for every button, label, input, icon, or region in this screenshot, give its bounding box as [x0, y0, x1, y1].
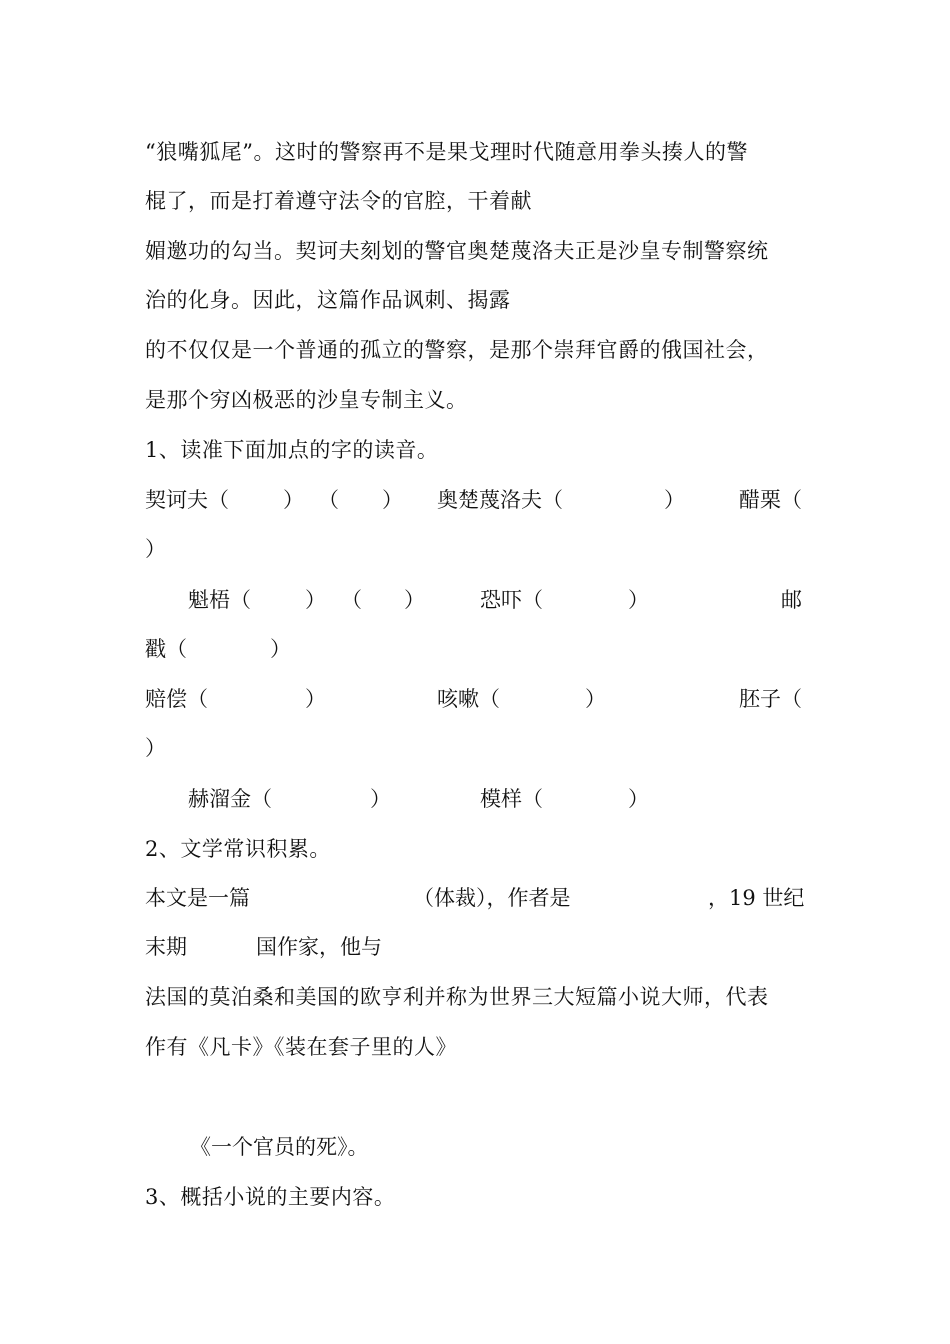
q1-item-kesou-close: ）	[585, 687, 606, 711]
q2-line1-part1: 本文是一篇	[145, 886, 250, 910]
q1-item-chekhov-2-close: ）	[382, 488, 403, 512]
q2-line3: 法国的莫泊桑和美国的欧亨利并称为世界三大短篇小说大师，代表	[145, 985, 769, 1009]
q1-item-muyang: 模样（	[480, 787, 543, 811]
q2-line2-part2: 国作家，他与	[256, 935, 382, 959]
q2-line1-part3: ，19 世纪	[708, 886, 805, 910]
q1-item-peichang: 赔偿（	[145, 687, 208, 711]
paragraph-line-4: 治的化身。因此，这篇作品讽刺、揭露	[145, 288, 511, 312]
q2-line4: 作有《凡卡》《装在套子里的人》	[145, 1035, 457, 1059]
q3-heading: 3、概括小说的主要内容。	[145, 1185, 396, 1209]
q1-item-peizi-close: ）	[145, 736, 166, 760]
q1-item-helujin: 赫溜金（	[188, 787, 272, 811]
q1-item-gooseberry: 醋栗（	[739, 488, 802, 512]
q2-line1-part2: （体裁），作者是	[413, 886, 571, 910]
q2-line5: 《一个官员的死》。	[190, 1135, 369, 1159]
q1-item-chekhov-close: ）	[283, 488, 304, 512]
q1-item-ochumelov-close: ）	[664, 488, 685, 512]
q1-item-chekhov: 契诃夫（	[145, 488, 229, 512]
paragraph-line-6: 是那个穷凶极恶的沙皇专制主义。	[145, 388, 468, 412]
q1-item-gooseberry-close: ）	[145, 537, 166, 561]
q1-item-peizi: 胚子（	[739, 687, 802, 711]
paragraph-line-5: 的不仅仅是一个普通的孤立的警察，是那个崇拜官爵的俄国社会，	[145, 338, 769, 362]
q1-item-youchuo-part1: 邮	[781, 588, 802, 612]
q1-item-chekhov-2-open: （	[318, 488, 339, 512]
q1-item-kesou: 咳嗽（	[437, 687, 500, 711]
q2-heading: 2、文学常识积累。	[145, 837, 331, 861]
paragraph-line-3: 媚邀功的勾当。契诃夫刻划的警官奥楚蔑洛夫正是沙皇专制警察统	[145, 239, 769, 263]
q1-heading: 1、读准下面加点的字的读音。	[145, 438, 439, 462]
q1-item-kuiwu-2-close: ）	[404, 588, 425, 612]
q2-line2-part1: 末期	[145, 935, 187, 959]
q1-item-kuiwu: 魁梧（	[188, 588, 251, 612]
q1-item-ochumelov: 奥楚蔑洛夫（	[437, 488, 563, 512]
q1-item-muyang-close: ）	[628, 787, 649, 811]
q1-item-kuiwu-close: ）	[305, 588, 326, 612]
q1-item-peichang-close: ）	[305, 687, 326, 711]
paragraph-line-1: “狼嘴狐尾”。这时的警察再不是果戈理时代随意用拳头揍人的警	[145, 140, 748, 164]
q1-item-konghe: 恐吓（	[480, 588, 543, 612]
paragraph-line-2: 棍了，而是打着遵守法令的官腔，干着献	[145, 189, 532, 213]
q1-item-youchuo-part2: 戳（	[145, 637, 187, 661]
q1-item-youchuo-close: ）	[270, 637, 291, 661]
q1-item-konghe-close: ）	[628, 588, 649, 612]
q1-item-helujin-close: ）	[370, 787, 391, 811]
q1-item-kuiwu-2-open: （	[341, 588, 362, 612]
